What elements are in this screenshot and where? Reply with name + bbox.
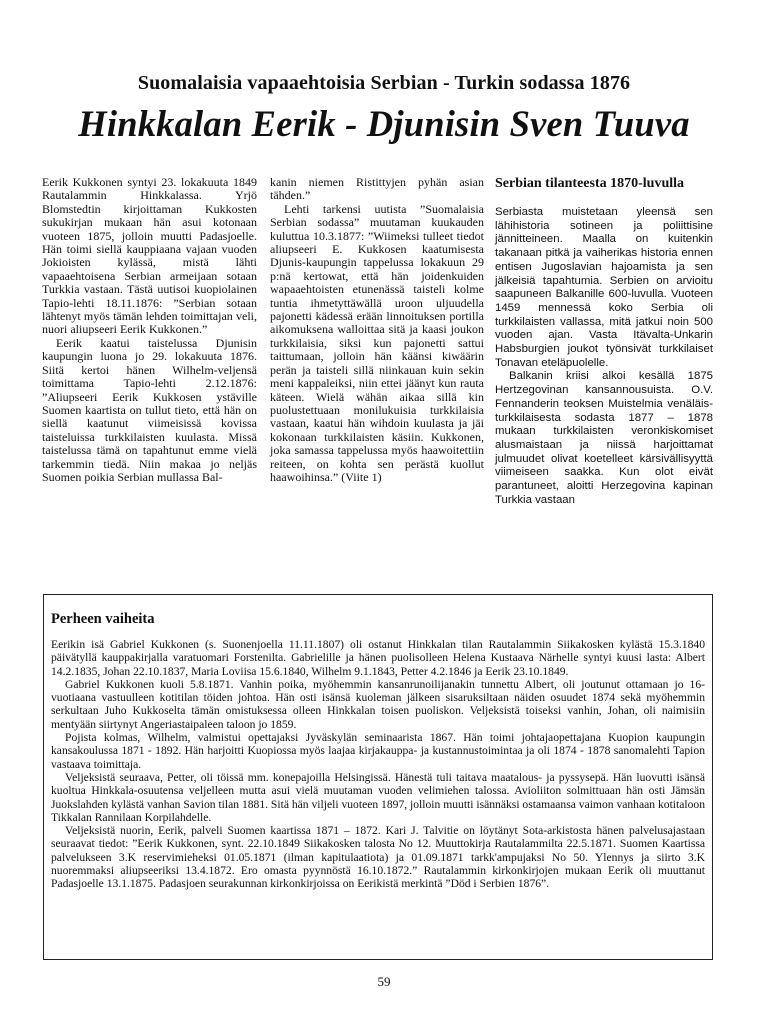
box-paragraph: Pojista kolmas, Wilhelm, valmistui opettajaksi Jyväskylän seminaarista 1867. Hän toimi johtajaopettajana Kuopion kaupungin kansakoulussa 1871 - 1892. Hän harjoitti Kuopiossa myös laajaa kirjakauppa- ja kustannustoimintaa ja oli 1874 - 1878 sanomalehti Tapion vastaava toimittaja. <box>51 731 705 771</box>
article-column-1 <box>42 176 257 484</box>
sidebar-heading: Serbian tilanteesta 1870-luvulla <box>495 176 685 191</box>
box-paragraph: Veljeksistä seuraava, Petter, oli töissä mm. konepajoilla Helsingissä. Hänestä tuli taitava maatalous- ja pyssysepä. Hän luovutti isänsä kuoltua Hinkkala-osuutensa veljelleen mutta asui vielä muutaman vuoden velimiehen talossa. Avioliiton solmittuaan hän osti Jämsän Juokslahden kylästä vanhan Savion tilan 1881. Sitä hän viljeli vuoteen 1897, jolloin muutti isännäksi ostamaansa vaimon vanhaan kotitaloon Tikkalan Rannilaan Korpilahdelle. <box>51 770 705 824</box>
article-paragraph: kanin niemen Ristittyjen pyhän asian tähden.” <box>270 175 484 203</box>
sidebar-column <box>495 176 713 507</box>
family-history-box <box>43 594 713 960</box>
box-body <box>51 638 705 891</box>
article-paragraph: Eerik Kukkonen syntyi 23. lokakuuta 1849 Rautalammin Hinkkalassa. Yrjö Blomstedtin kirjoittaman Kukkosten sukukirjan mukaan hän asui kotonaan vuoteen 1875, jolloin muutti Padasjoelle. Hän toimi siellä kauppiaana vajaan vuoden Jokioisten kylässä, mistä lähti vapaaehtoisena Serbian armeijaan sotaan Turkkia vastaan. Tästä uutisoi kuopiolainen Tapio-lehti 18.11.1876: ”Serbian sotaan lähtenyt myös tämän lehden toimittajan veli, nuori aliupseeri Eerik Kukkonen.” <box>42 175 257 337</box>
sidebar-paragraph: Balkanin kriisi alkoi kesällä 1875 Hertzegovinan kansannousuista. O.V. Fennanderin teoksen Muistelmia venäläis-turkkilaisesta sodasta 1877 – 1878 mukaan turkkilaisten veronkiskomiset alusmaistaan ja niissä harjoittamat julmuudet olivat koetelleet kärsivällisyyttä viimeiseen saakka. Kun olot eivät parantuneet, aloitti Herzegovina kapinan Turkkia vastaan <box>495 370 713 506</box>
article-paragraph: Lehti tarkensi uutista ”Suomalaisia Serbian sodassa” muutaman kuukauden kuluttua 10.3.1877: ”Wiimeksi tulleet tiedot aliupseeri E. Kukkosen kaatumisesta Djunis-kaupungin tappelussa lokakuun 29 p:nä kertowat, että hän joidenkuiden wapaaehtoisten etunenässä taisteli kolme tuntia ihmetyttäwällä uroon uljuudella pajonetti kädessä erään linnoituksen portilla aikomuksena walloittaa sitä ja kaasi joukon turkkilaisia, siksi kun pajonetti sattui taittumaan, jolloin hän käänsi kiwäärin perän ja taisteli sillä niinkauan kuin sekin meni kappaleiksi, niin ettei jäänyt kun rauta käteen. Wielä wähän aikaa sillä kin puolustettuaan monilukuisia turkkilaisia vastaan, kaatui hän wihdoin kuulasta ja jäi kokonaan turkkilaisten käsiin. Kukkonen, joka samassa tappelussa myös haawoitettiin reiteen, on kohta sen perästä kuollut haawoihinsa.” (Viite 1) <box>270 201 484 484</box>
sidebar-paragraph: Serbiasta muistetaan yleensä sen lähihistoria sotineen ja poliittisine jännitteineen. Maalla on kuitenkin takanaan pitkä ja vaiherikas historia ennen entisen Jugoslavian hajoamista ja sen jälkeisiä tapahtumia. Serbien on arvioitu saapuneen Balkanille 600-luvulla. Vuoteen 1459 mennessä koko Serbia oli turkkilaisten vallassa, mitä jatkui noin 500 vuoden ajan. Vasta Itävalta-Unkarin Habsburgien joukot työnsivät turkkilaiset Tonavan eteläpuolelle. <box>495 206 713 369</box>
box-heading: Perheen vaiheita <box>51 611 155 627</box>
box-paragraph: Veljeksistä nuorin, Eerik, palveli Suomen kaartissa 1871 – 1872. Kari J. Talvitie on löytänyt Sota-arkistosta hänen palvelusajastaan seuraavat tiedot: ”Eerik Kukkonen, synt. 22.10.1849 Siikakosken talosta No 12. Muuttokirja Rautalammilta 22.5.1871. Suomen Kaartissa palvelukseen 3.K reservimieheksi 01.05.1871 (ilman kapitulaatiota) ja 01.09.1871 tarkk'ampujaksi No 50. Ylennys ja siirto 3.K nuoremmaksi aliupseeriksi 13.4.1872. Ero omasta pyynnöstä 16.10.1872.” Rautalammin kirkonkirjojen mukaan Eerik oli muuttanut Padasjoelle 13.1.1875. Padasjoen seurakunnan kirkonkirjoissa on Eerikistä merkintä ”Död i Serbien 1876”. <box>51 824 705 891</box>
article-column-2 <box>270 176 484 484</box>
box-paragraph: Eerikin isä Gabriel Kukkonen (s. Suonenjoella 11.11.1807) oli ostanut Hinkkalan tilan Rautalammin Siikakosken kylästä 15.3.1840 päivätyllä kauppakirjalla varatuomari Forstenilta. Gabrielille ja hänen puolisolleen Helena Kustaava Närhelle syntyi kuusi lasta: Albert 14.2.1835, Johan 22.10.1837, Maria Loviisa 15.6.1840, Wilhelm 9.1.1843, Petter 4.2.1846 ja Eerik 23.10.1849. <box>51 638 705 678</box>
article-title: Hinkkalan Eerik - Djunisin Sven Tuuva <box>78 103 690 144</box>
box-paragraph: Gabriel Kukkonen kuoli 5.8.1871. Vanhin poika, myöhemmin kansanrunoilijanakin tunnettu Albert, oli joutunut ottamaan jo 16-vuotiaana vastuulleen kotitilan töiden johtoa. Hän osti isänsä kuoleman jälkeen sisaruksiltaan näiden osuudet 1874 sekä myöhemmin serkultaan Juho Kukkoselta tämän omistuksessa olleen Hinkkalan toisen puoliskon. Veljeksistä toiseksi vanhin, Johan, oli naimisiin mentyään siirtynyt Angeriastaipaleen taloon jo 1859. <box>51 677 705 731</box>
article-subtitle: Suomalaisia vapaaehtoisia Serbian - Turkin sodassa 1876 <box>137 72 631 94</box>
article-paragraph: Eerik kaatui taistelussa Djunisin kaupungin luona jo 29. lokakuuta 1876. Siitä kertoi hänen Wilhelm-veljensä toimittama Tapio-lehti 2.12.1876: ”Aliupseeri Eerik Kukkosen ystäville Suomen kaartista on tullut tieto, että hän on siellä kaatunut viimeisissä kovissa taisteluissa turkkilaisten kuulasta. Missä taistelussa tämä on tapahtunut emme vielä tarkemmin tiedä. Niin makaa jo neljäs Suomen poikia Serbian mullassa Bal- <box>42 335 257 484</box>
page-number: 59 <box>377 974 391 989</box>
